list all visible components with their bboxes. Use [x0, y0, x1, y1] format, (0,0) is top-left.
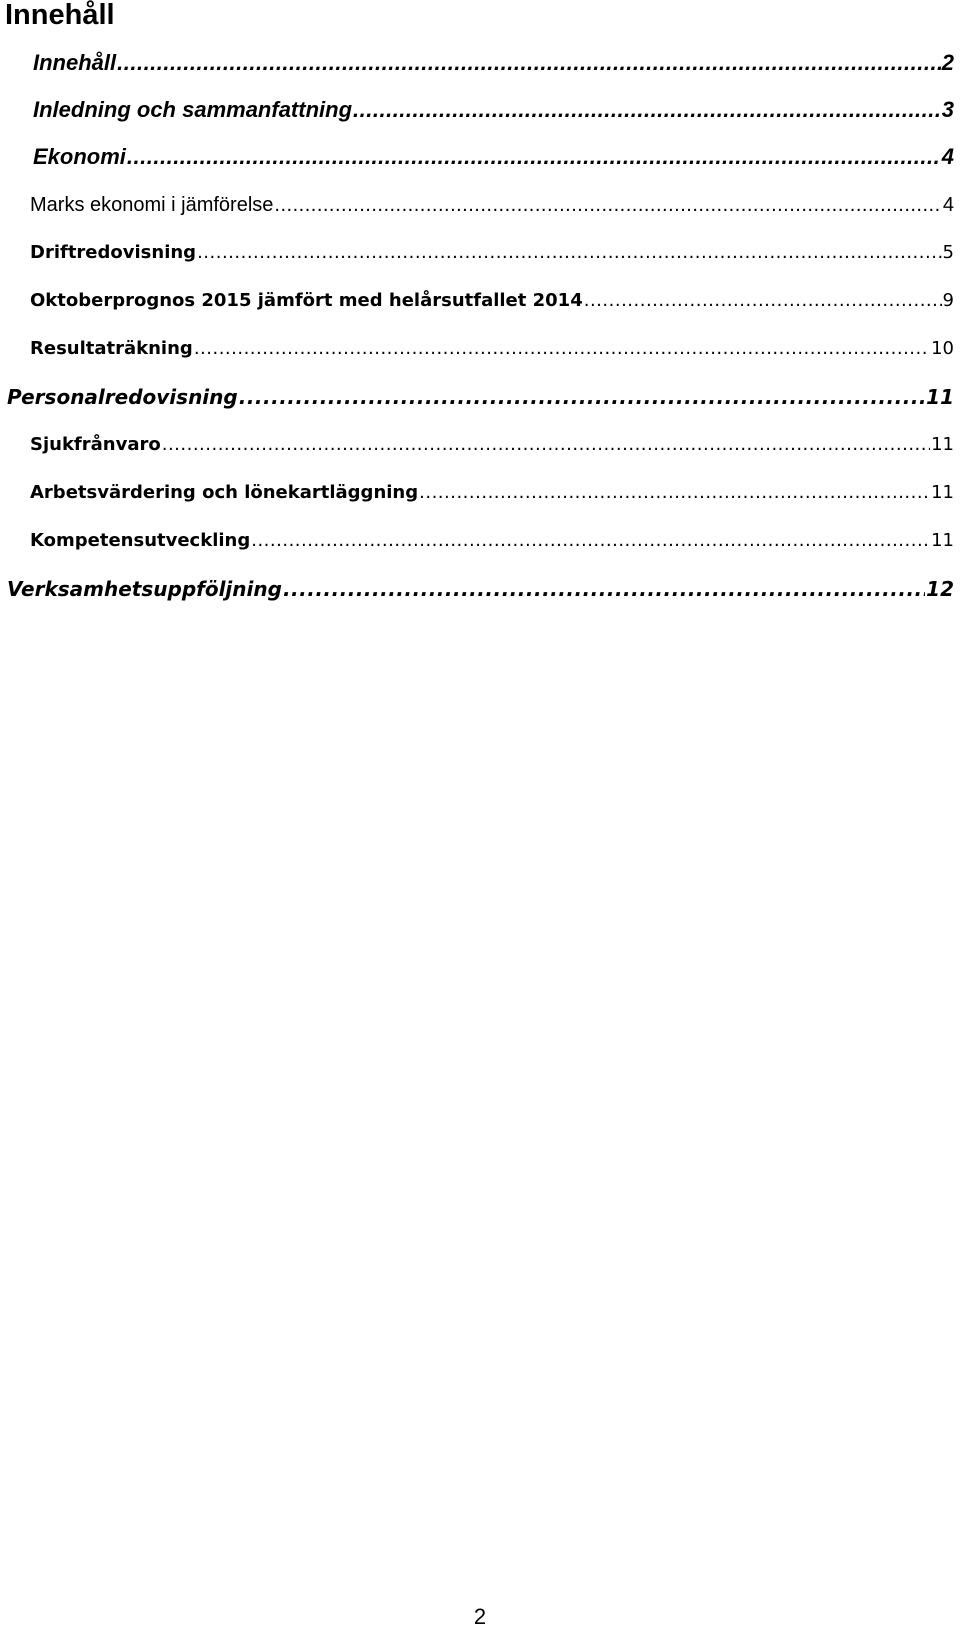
- toc-entry-page: 4: [941, 144, 954, 169]
- toc-entry-page: 12: [926, 577, 954, 601]
- toc-entry-label: Marks ekonomi i jämförelse: [30, 194, 274, 216]
- toc-entry-page: 5: [942, 242, 954, 263]
- toc-entry-label: Verksamhetsuppföljning: [7, 577, 282, 601]
- toc-entry-page: 11: [926, 385, 954, 409]
- dot-leader: [353, 95, 941, 125]
- page-title: Innehåll: [5, 0, 115, 31]
- toc-entry-marks-ekonomi[interactable]: [30, 190, 954, 220]
- dot-leader: [194, 334, 930, 364]
- dot-leader: [197, 238, 941, 268]
- dot-leader: [127, 142, 941, 172]
- toc-entry-driftredovisning[interactable]: [30, 238, 954, 268]
- dot-leader: [251, 526, 930, 556]
- page-footer: [0, 1603, 960, 1631]
- toc-entry-page: 2: [941, 50, 954, 75]
- toc-entry-label: Arbetsvärdering och lönekartläggning: [30, 482, 419, 503]
- dot-leader: [239, 382, 925, 412]
- toc-entry-arbetsvardering[interactable]: [30, 478, 954, 508]
- toc-entry-page: 11: [931, 530, 954, 551]
- page-number: 2: [473, 1604, 487, 1629]
- toc-entry-personalredovisning[interactable]: [7, 382, 954, 412]
- toc-entry-label: Sjukfrånvaro: [30, 434, 161, 455]
- toc-entry-sjukfranvaro[interactable]: [30, 430, 954, 460]
- toc-entry-inledning[interactable]: [33, 95, 954, 125]
- dot-leader: [162, 430, 930, 460]
- toc-entry-label: Oktoberprognos 2015 jämfört med helårsutfallet 2014: [30, 290, 583, 311]
- toc-entry-ekonomi[interactable]: [33, 142, 954, 172]
- toc-entry-label: Resultaträkning: [30, 338, 193, 359]
- toc-entry-label: Kompetensutveckling: [30, 530, 251, 551]
- toc-entry-label: Innehåll: [33, 50, 117, 75]
- toc-entry-page: 9: [942, 290, 954, 311]
- toc-entry-label: Personalredovisning: [7, 385, 238, 409]
- dot-leader: [283, 574, 925, 604]
- dot-leader: [274, 190, 941, 220]
- toc-entry-resultatrakning[interactable]: [30, 334, 954, 364]
- toc-entry-label: Ekonomi: [33, 144, 126, 169]
- toc-entry-innehall[interactable]: [33, 48, 954, 78]
- toc-entry-page: 4: [942, 194, 954, 216]
- toc-entry-page: 11: [931, 434, 954, 455]
- toc-entry-label: Inledning och sammanfattning: [33, 97, 353, 122]
- toc-entry-kompetensutveckling[interactable]: [30, 526, 954, 556]
- dot-leader: [117, 48, 941, 78]
- toc-entry-oktoberprognos[interactable]: [30, 286, 954, 316]
- toc-entry-page: 10: [931, 338, 954, 359]
- toc-entry-page: 11: [931, 482, 954, 503]
- toc-entry-page: 3: [941, 97, 954, 122]
- toc-entry-label: Driftredovisning: [30, 242, 197, 263]
- dot-leader: [584, 286, 942, 316]
- dot-leader: [419, 478, 930, 508]
- toc-entry-verksamhetsuppfoljning[interactable]: [7, 574, 954, 604]
